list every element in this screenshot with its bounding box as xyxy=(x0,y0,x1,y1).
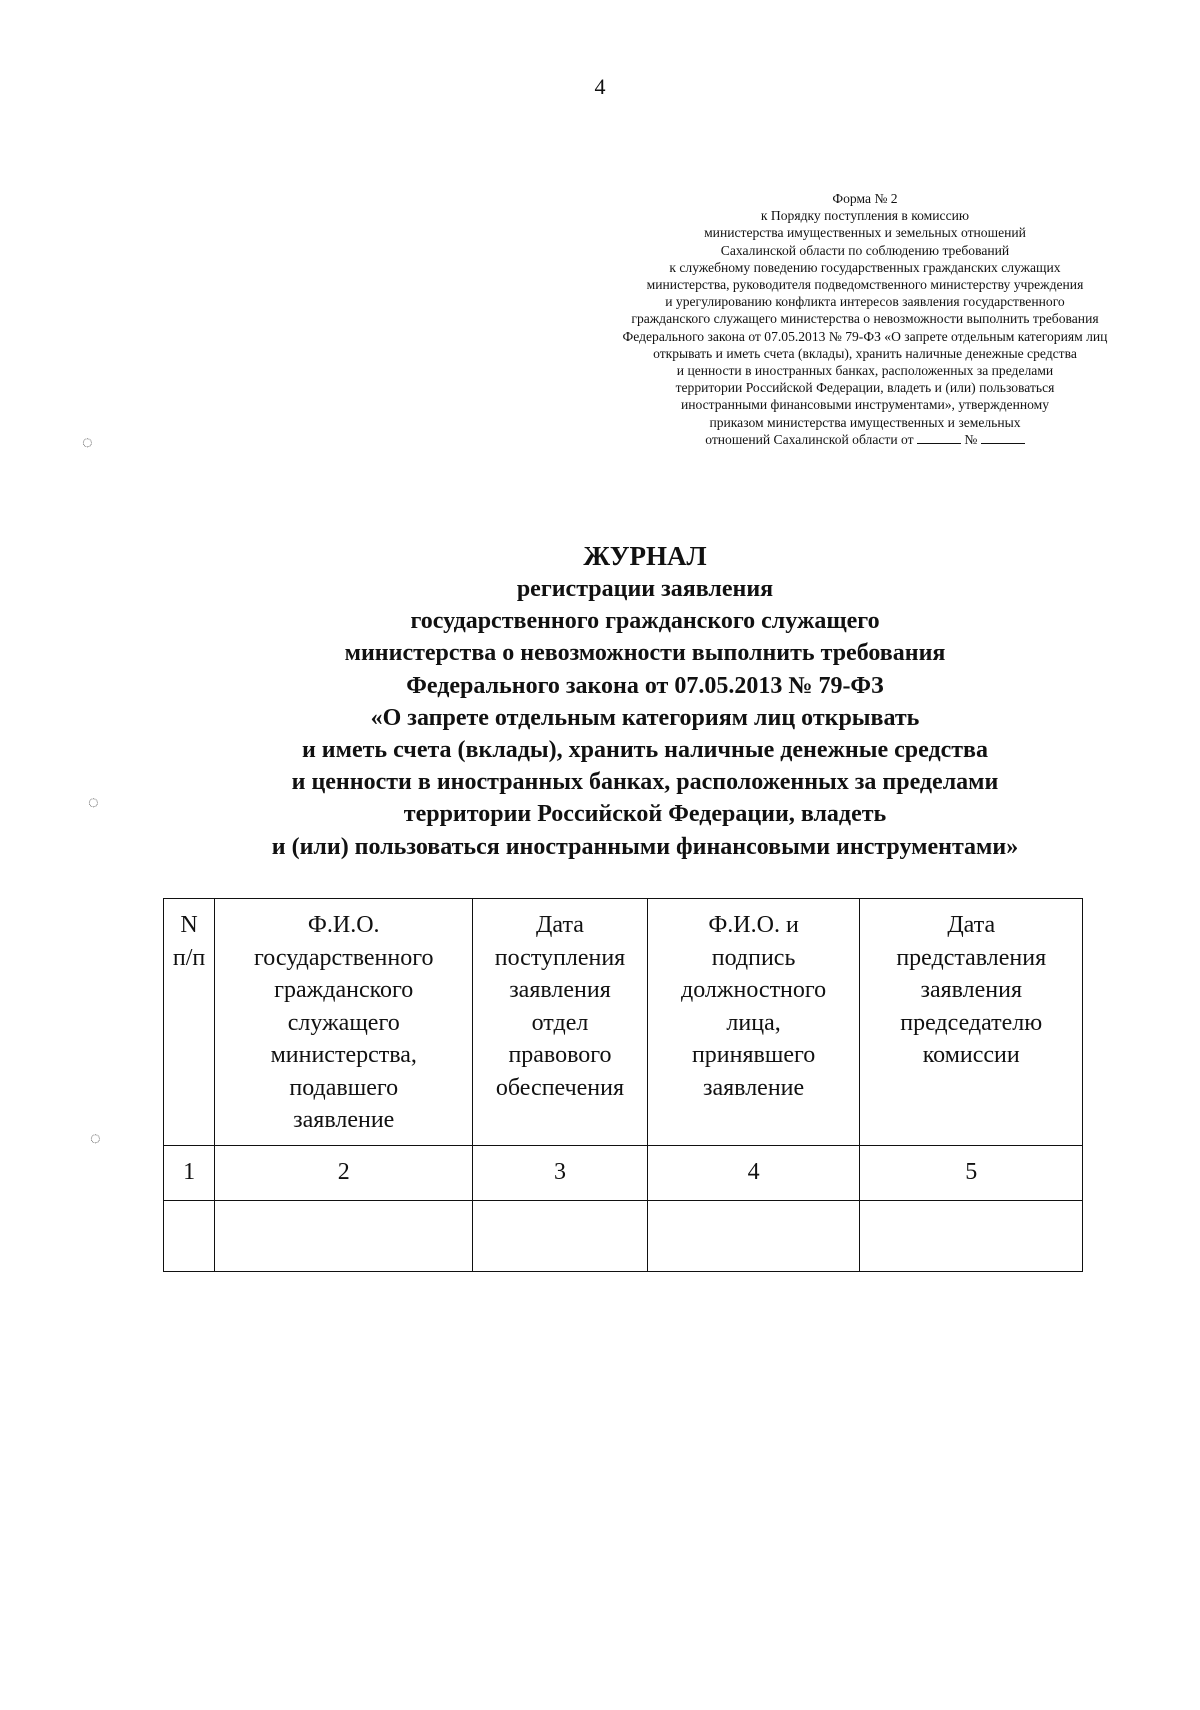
approval-line: приказом министерства имущественных и земельных xyxy=(709,414,1021,430)
empty-cell xyxy=(647,1200,860,1271)
column-number: 2 xyxy=(215,1145,473,1200)
punch-hole-mark: ◌ xyxy=(82,432,93,452)
approval-line: открывать и иметь счета (вклады), хранить наличные денежные средства xyxy=(653,345,1077,361)
approval-line: территории Российской Федерации, владеть и (или) пользоваться xyxy=(675,380,1055,396)
empty-cell xyxy=(215,1200,473,1271)
approval-line: министерства имущественных и земельных отношений xyxy=(704,225,1026,241)
approval-line: Федерального закона от 07.05.2013 № 79-ФЗ «О запрете отдельным категориям лиц xyxy=(622,328,1108,344)
header-cell-receipt-date: Дата поступления заявления отдел правового обеспечения xyxy=(473,899,647,1146)
approval-line: и урегулированию конфликта интересов заявления государственного xyxy=(665,294,1065,310)
approval-line: Сахалинской области по соблюдению требований xyxy=(720,242,1010,258)
table-row-empty xyxy=(164,1200,1083,1271)
approval-line: Форма № 2 xyxy=(832,191,898,206)
column-number: 5 xyxy=(860,1145,1083,1200)
title-line: «О запрете отдельным категориям лиц открывать xyxy=(370,704,920,731)
registration-table xyxy=(163,898,1083,1272)
approval-line: иностранными финансовыми инструментами», утвержденному xyxy=(680,397,1050,413)
approval-line: гражданского служащего министерства о невозможности выполнить требования xyxy=(631,311,1099,327)
approval-line: к служебному поведению государственных гражданских служащих xyxy=(669,259,1061,275)
header-cell-official-signature: Ф.И.О. и подпись должностного лица, принявшего заявление xyxy=(647,899,860,1146)
number-sign: № xyxy=(964,431,978,447)
journal-heading: ЖУРНАЛ xyxy=(583,541,707,571)
punch-hole-mark: ◌ xyxy=(88,792,99,812)
approval-stamp xyxy=(560,190,1170,448)
title-line: и иметь счета (вклады), хранить наличные денежные средства xyxy=(301,737,989,764)
number-blank xyxy=(981,431,1025,444)
title-line: регистрации заявления xyxy=(516,576,774,602)
title-line: министерства о невозможности выполнить требования xyxy=(344,640,946,667)
empty-cell xyxy=(164,1200,215,1271)
approval-date-label: отношений Сахалинской области от xyxy=(705,431,914,447)
table-header-row xyxy=(164,899,1083,1146)
date-blank xyxy=(917,431,961,444)
approval-line: к Порядку поступления в комиссию xyxy=(760,208,970,224)
column-number: 1 xyxy=(164,1145,215,1200)
header-cell-submission-date: Дата представления заявления председателю комиссии xyxy=(860,899,1083,1146)
approval-last-line xyxy=(560,431,1170,448)
empty-cell xyxy=(860,1200,1083,1271)
header-cell-number: N п/п xyxy=(164,899,215,1146)
empty-cell xyxy=(473,1200,647,1271)
column-number: 4 xyxy=(647,1145,860,1200)
title-line: и ценности в иностранных банках, расположенных за пределами xyxy=(291,769,999,796)
approval-line: и ценности в иностранных банках, расположенных за пределами xyxy=(676,363,1054,379)
title-line: территории Российской Федерации, владеть xyxy=(403,801,887,828)
title-line: Федерального закона от 07.05.2013 № 79-ФЗ xyxy=(406,672,884,699)
column-number: 3 xyxy=(473,1145,647,1200)
approval-line: министерства, руководителя подведомственного министерству учреждения xyxy=(646,277,1084,293)
title-line: и (или) пользоваться иностранными финансовыми инструментами» xyxy=(271,833,1019,860)
header-cell-employee-name: Ф.И.О. государственного гражданского служащего министерства, подавшего заявление xyxy=(215,899,473,1146)
page-number: 4 xyxy=(594,74,606,99)
journal-title xyxy=(0,539,1200,863)
table-row-column-numbers xyxy=(164,1145,1083,1200)
title-line: государственного гражданского служащего xyxy=(410,608,880,635)
punch-hole-mark: ◌ xyxy=(90,1128,101,1148)
